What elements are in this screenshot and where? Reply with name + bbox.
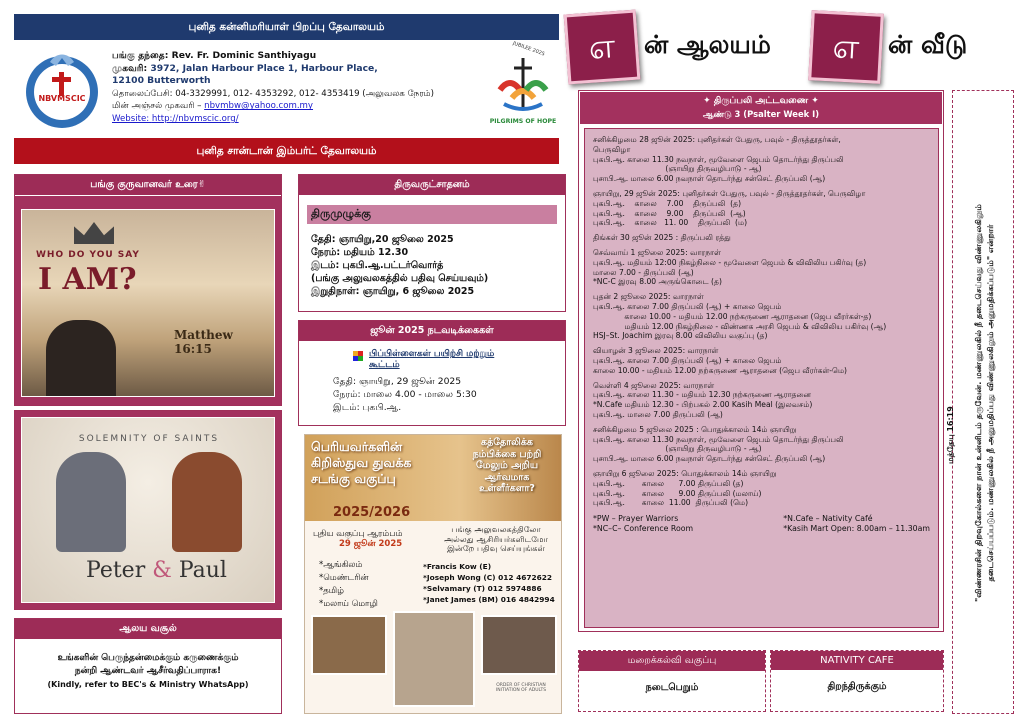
photo-2 — [393, 611, 475, 707]
saint-peter-figure — [56, 452, 126, 552]
verse-sidebar — [952, 90, 1014, 714]
schedule-block: வியாழன் 3 ஜூலை 2025: வாரநாள் புகபி.ஆ. காலை 7.00 திருப்பலி (ஆ) + காலை ஜெபம் காலை 10.00 - மதியம் 12.00 நற்கருணை ஆராதனை (ஜெப வீரர்கள்-மெ) — [593, 346, 848, 375]
schedule-block: செவ்வாய் 1 ஜூலை 2025: வாரநாள் புகபி.ஆ. மதியம் 12:00 நிகழ்நிலை - மூவேளை ஜெபம் & விவிலிய பகிர்வு (த) மாலை 7.00 - திருப்பலி (ஆ) *NC-C இரவு 8.00 அருங்கொடை (த) — [593, 247, 867, 287]
verse-text: "விண்ணரசின் திறவுகோல்களை நான் உன்னிடம் தருவேன். மண்ணுலகில் நீ தடைசெய்வது விண்ணுலகிலும் தடைசெய்யப்படும். மண்ணுலகில் நீ அனுமதிப்பது விண்ணுலகிலும் அனுமதிக்கப்படும்" என்றார் — [973, 203, 995, 603]
sacrament-panel — [298, 174, 566, 312]
reflection-panel — [14, 174, 282, 406]
rcia-question: கத்தோலிக்க நம்பிக்கை பற்றி மேலும் அறிய ஆர்வமாக உள்ளீர்களா? — [472, 437, 542, 495]
bullet-icon — [353, 351, 363, 361]
figure-silhouette — [46, 320, 116, 396]
peter-paul-image: SOLEMNITY OF SAINTS Peter & Paul — [21, 417, 275, 603]
baptism-details: தேதி: ஞாயிறு,20 ஜூலை 2025 நேரம்: மதியம் 12.30 இடம்: புகபி.ஆ.பட்டர்வொர்த் (பங்கு அலுவலகத்தில் பதிவு செய்யவும்) இறுதிநாள்: ஞாயிறு, 6 ஜூலை 2025 — [311, 234, 489, 297]
email-link[interactable]: nbvmbw@yahoo.com.my — [204, 101, 314, 112]
address-line2: 12100 Butterworth — [112, 75, 211, 87]
priest-name: Rev. Fr. Dominic Santhiyagu — [171, 50, 317, 61]
parish-info: பங்கு தந்தை: Rev. Fr. Dominic Santhiyagu முகவரி: 3972, Jalan Harbour Place 1, Harbour Place, 12100 Butterworth தொலைப்பேசி: 04-3329991, 012- 4353292, 012- 4353419 (அலுவலக நேரம்) மின் அஞ்சல் முகவரி – nbvmbw@yahoo.com.my Website: http://nbvmscic.org/ — [112, 50, 502, 126]
rcia-poster: பெரியவர்களின் கிறிஸ்துவ துவக்க சடங்கு வகுப்பு கத்தோலிக்க நம்பிக்கை பற்றி மேலும் அறிய ஆர்வமாக உள்ளீர்களா? 2025/2026 புதிய வகுப்பு ஆரம்பம் 29 ஜூன் 2025 பங்கு அலுவலகத்திலோ அல்லது ஆசிரியர்களிடமோ இன்றே பதிவு செய்யுங்கள் *ஆங்கிலம் *மெண்டரின் *தமிழ் *மலாய் மொழி *Francis Kow (E) *Joseph Wong (C) 012 4672622 *Selvamary (T) 012 5974886 *Janet James (BM) 016 4842994 ORDER OF CHRISTIAN INITIATION OF ADULTS — [304, 434, 562, 714]
who-do-you-say-image: WHO DO YOU SAY I AM? Matthew 16:15 — [21, 209, 275, 397]
rcia-title: பெரியவர்களின் கிறிஸ்துவ துவக்க சடங்கு வகுப்பு — [311, 439, 412, 486]
rcia-teachers: *Francis Kow (E) *Joseph Wong (C) 012 4672622 *Selvamary (T) 012 5974886 *Janet James (BM) 016 4842994 — [423, 562, 555, 604]
mass-schedule — [584, 128, 939, 628]
schedule-block: திங்கள் 30 ஜூன் 2025 : திருப்பலி ரத்து — [593, 233, 731, 243]
cafe-status: திறந்திருக்கும் — [827, 681, 887, 692]
second-church-title: புனித சான்டான் இம்பர்ட் தேவாலயம் — [196, 144, 377, 157]
mass-schedule-header: ✦ திருப்பலி அட்டவணை ✦ ஆண்டு 3 (Psalter Week I) — [580, 92, 942, 124]
baptism-subtitle: திருமுழுக்கு — [307, 205, 557, 224]
events-header: ஜூன் 2025 நடவடிக்கைகள் — [299, 321, 565, 342]
schedule-legend: *PW – Prayer Warriors *NC–C– Conference Room *N.Cafe – Nativity Café *Kasih Mart Open: 8.00am – 11.30am — [593, 514, 930, 533]
crown-icon — [74, 222, 114, 244]
masthead-word1: ன் ஆலயம் — [644, 30, 771, 59]
schedule-block: வெள்ளி 4 ஜூலை 2025: வாரநாள் புகபி.ஆ. காலை 11.30 - மதியம் 12.30 நற்கருணை ஆராதனை *N.Cafe மதியம் 12.30 - பிற்பகல் 2.00 Kasih Meal (இலவசம்) புகபி.ஆ. மாலை 7.00 திருப்பலி (ஆ) — [593, 380, 813, 419]
schedule-block: சனிக்கிழமை 28 ஜூன் 2025: புனிதர்கள் பேதுரு, பவுல் - திருத்தூதர்கள், பெருவிழா புகபி.ஆ. காலை 11.30 நவநாள், மூவேளை ஜெபம் தொடர்ந்து திருப்பலி (ஞாயிறு திருவழிபாடு - ஆ) புசாபி.ஆ. மாலை 6.00 நவநாள் தொடர்ந்து சன்செட் திருப்பலி (ஆ) — [593, 135, 844, 184]
verse-reference-column — [944, 330, 958, 550]
collection-panel: ஆலய வசூல் உங்களின் பெருந்தன்மைக்கும் கருணைக்கும் நன்றி ஆண்டவர் ஆசீர்வதிப்பாராக! (Kindly, refer to BEC's & Ministry WhatsApp) — [14, 618, 282, 714]
jubilee-logo: JUBILEE 2025 PILGRIMS OF HOPE — [489, 40, 557, 125]
schedule-block: ஞாயிறு 6 ஜூலை 2025: பொதுக்காலம் 14ம் ஞாயிறு புகபி.ஆ. காலை 7.00 திருப்பலி (த) புகபி.ஆ. காலை 9.00 திருப்பலி (மலாய்) புகபி.ஆ. காலை 11.00 திருப்பலி (மெ) — [593, 468, 777, 508]
event-title: பிப்பிள்ளைகள் பயிற்சி மற்றும் கூட்டம் — [369, 349, 495, 370]
schedule-block: சனிக்கிழமை 5 ஜூலை 2025 : பொதுக்காலம் 14ம் ஞாயிறு புகபி.ஆ. காலை 11.30 நவநாள், மூவேளை ஜெபம் தொடர்ந்து திருப்பலி (ஞாயிறு திருவழிபாடு - ஆ) புசாபி.ஆ. மாலை 6.00 நவநாள் தொடர்ந்து சன்செட் திருப்பலி (ஆ) — [593, 424, 844, 464]
cafe-box — [770, 650, 944, 712]
rcia-languages: *ஆங்கிலம் *மெண்டரின் *தமிழ் *மலாய் மொழி — [319, 560, 378, 609]
cafe-header: NATIVITY CAFE — [771, 651, 943, 671]
address: 3972, Jalan Harbour Place 1, Harbour Place, — [150, 62, 378, 74]
logo-text: NBVMSCIC — [38, 94, 86, 103]
saints-panel — [14, 410, 282, 610]
rcia-start: புதிய வகுப்பு ஆரம்பம் 29 ஜூன் 2025 — [313, 529, 403, 549]
schedule-block: ஞாயிறு, 29 ஜூன் 2025: புனிதர்கள் பேதுரு, பவுல் - திருத்தூதர்கள், பெருவிழா புகபி.ஆ. காலை 7.00 திருப்பலி (த) புகபி.ஆ. காலை 9.00 திருப்பலி (ஆ) புகபி.ஆ. காலை 11. 00 திருப்பலி (ம) — [593, 188, 866, 228]
collection-header: ஆலய வசூல் — [15, 619, 281, 640]
rcia-year: 2025/2026 — [333, 505, 411, 520]
church-title-bar — [14, 14, 559, 40]
phone: 04-3329991, 012- 4353292, 012- 4353419 (அலுவலக நேரம்) — [175, 88, 434, 99]
event-details: தேதி: ஞாயிறு, 29 ஜூன் 2025 நேரம்: மாலை 4.00 - மாலை 5:30 இடம்: புகபி.ஆ. — [333, 376, 477, 413]
reflection-header: பங்கு குருவானவர் உரை✌ — [15, 175, 281, 196]
website-link[interactable]: http://nbvmscic.org/ — [151, 113, 239, 124]
events-panel — [298, 320, 566, 426]
schedule-block: புதன் 2 ஜூலை 2025: வாரநாள் புகபி.ஆ. காலை 7.00 திருப்பலி (ஆ) + காலை ஜெபம் காலை 10.00 - மதியம் 12.00 நற்கருணை ஆராதனை (ஜெப வீரர்கள்-த) மதியம் 12.00 நிகழ்நிலை - விண்ணக அரசி ஜெபம் & விவிலிய பகிர்வு (ஆ) HSJ–St. Joachim இரவு 8.00 விவிலிய வகுப்பு (த) — [593, 292, 887, 341]
saint-paul-figure — [172, 452, 242, 552]
sacrament-header: திருவருட்சாதனம் — [299, 175, 565, 196]
photo-1 — [311, 615, 387, 675]
second-church-bar — [14, 138, 559, 164]
verse-reference: மத்தேயு 16:19 — [946, 406, 955, 464]
church-title: புனித கன்னிமரியாள் பிறப்பு தேவாலயம் — [188, 20, 385, 33]
photo-3 — [481, 615, 557, 675]
catechism-status: நடைபெறும் — [645, 682, 699, 693]
masthead-letter1-tile: எ — [564, 10, 641, 85]
catechism-box — [578, 650, 766, 712]
masthead-word2: ன் வீடு — [888, 30, 968, 59]
rcia-contact: பங்கு அலுவலகத்திலோ அல்லது ஆசிரியர்களிடமோ இன்றே பதிவு செய்யுங்கள் — [444, 524, 548, 554]
masthead-letter2-tile: எ — [808, 10, 884, 84]
parish-logo — [22, 44, 102, 130]
catechism-header: மறைக்கல்வி வகுப்பு — [579, 651, 765, 672]
